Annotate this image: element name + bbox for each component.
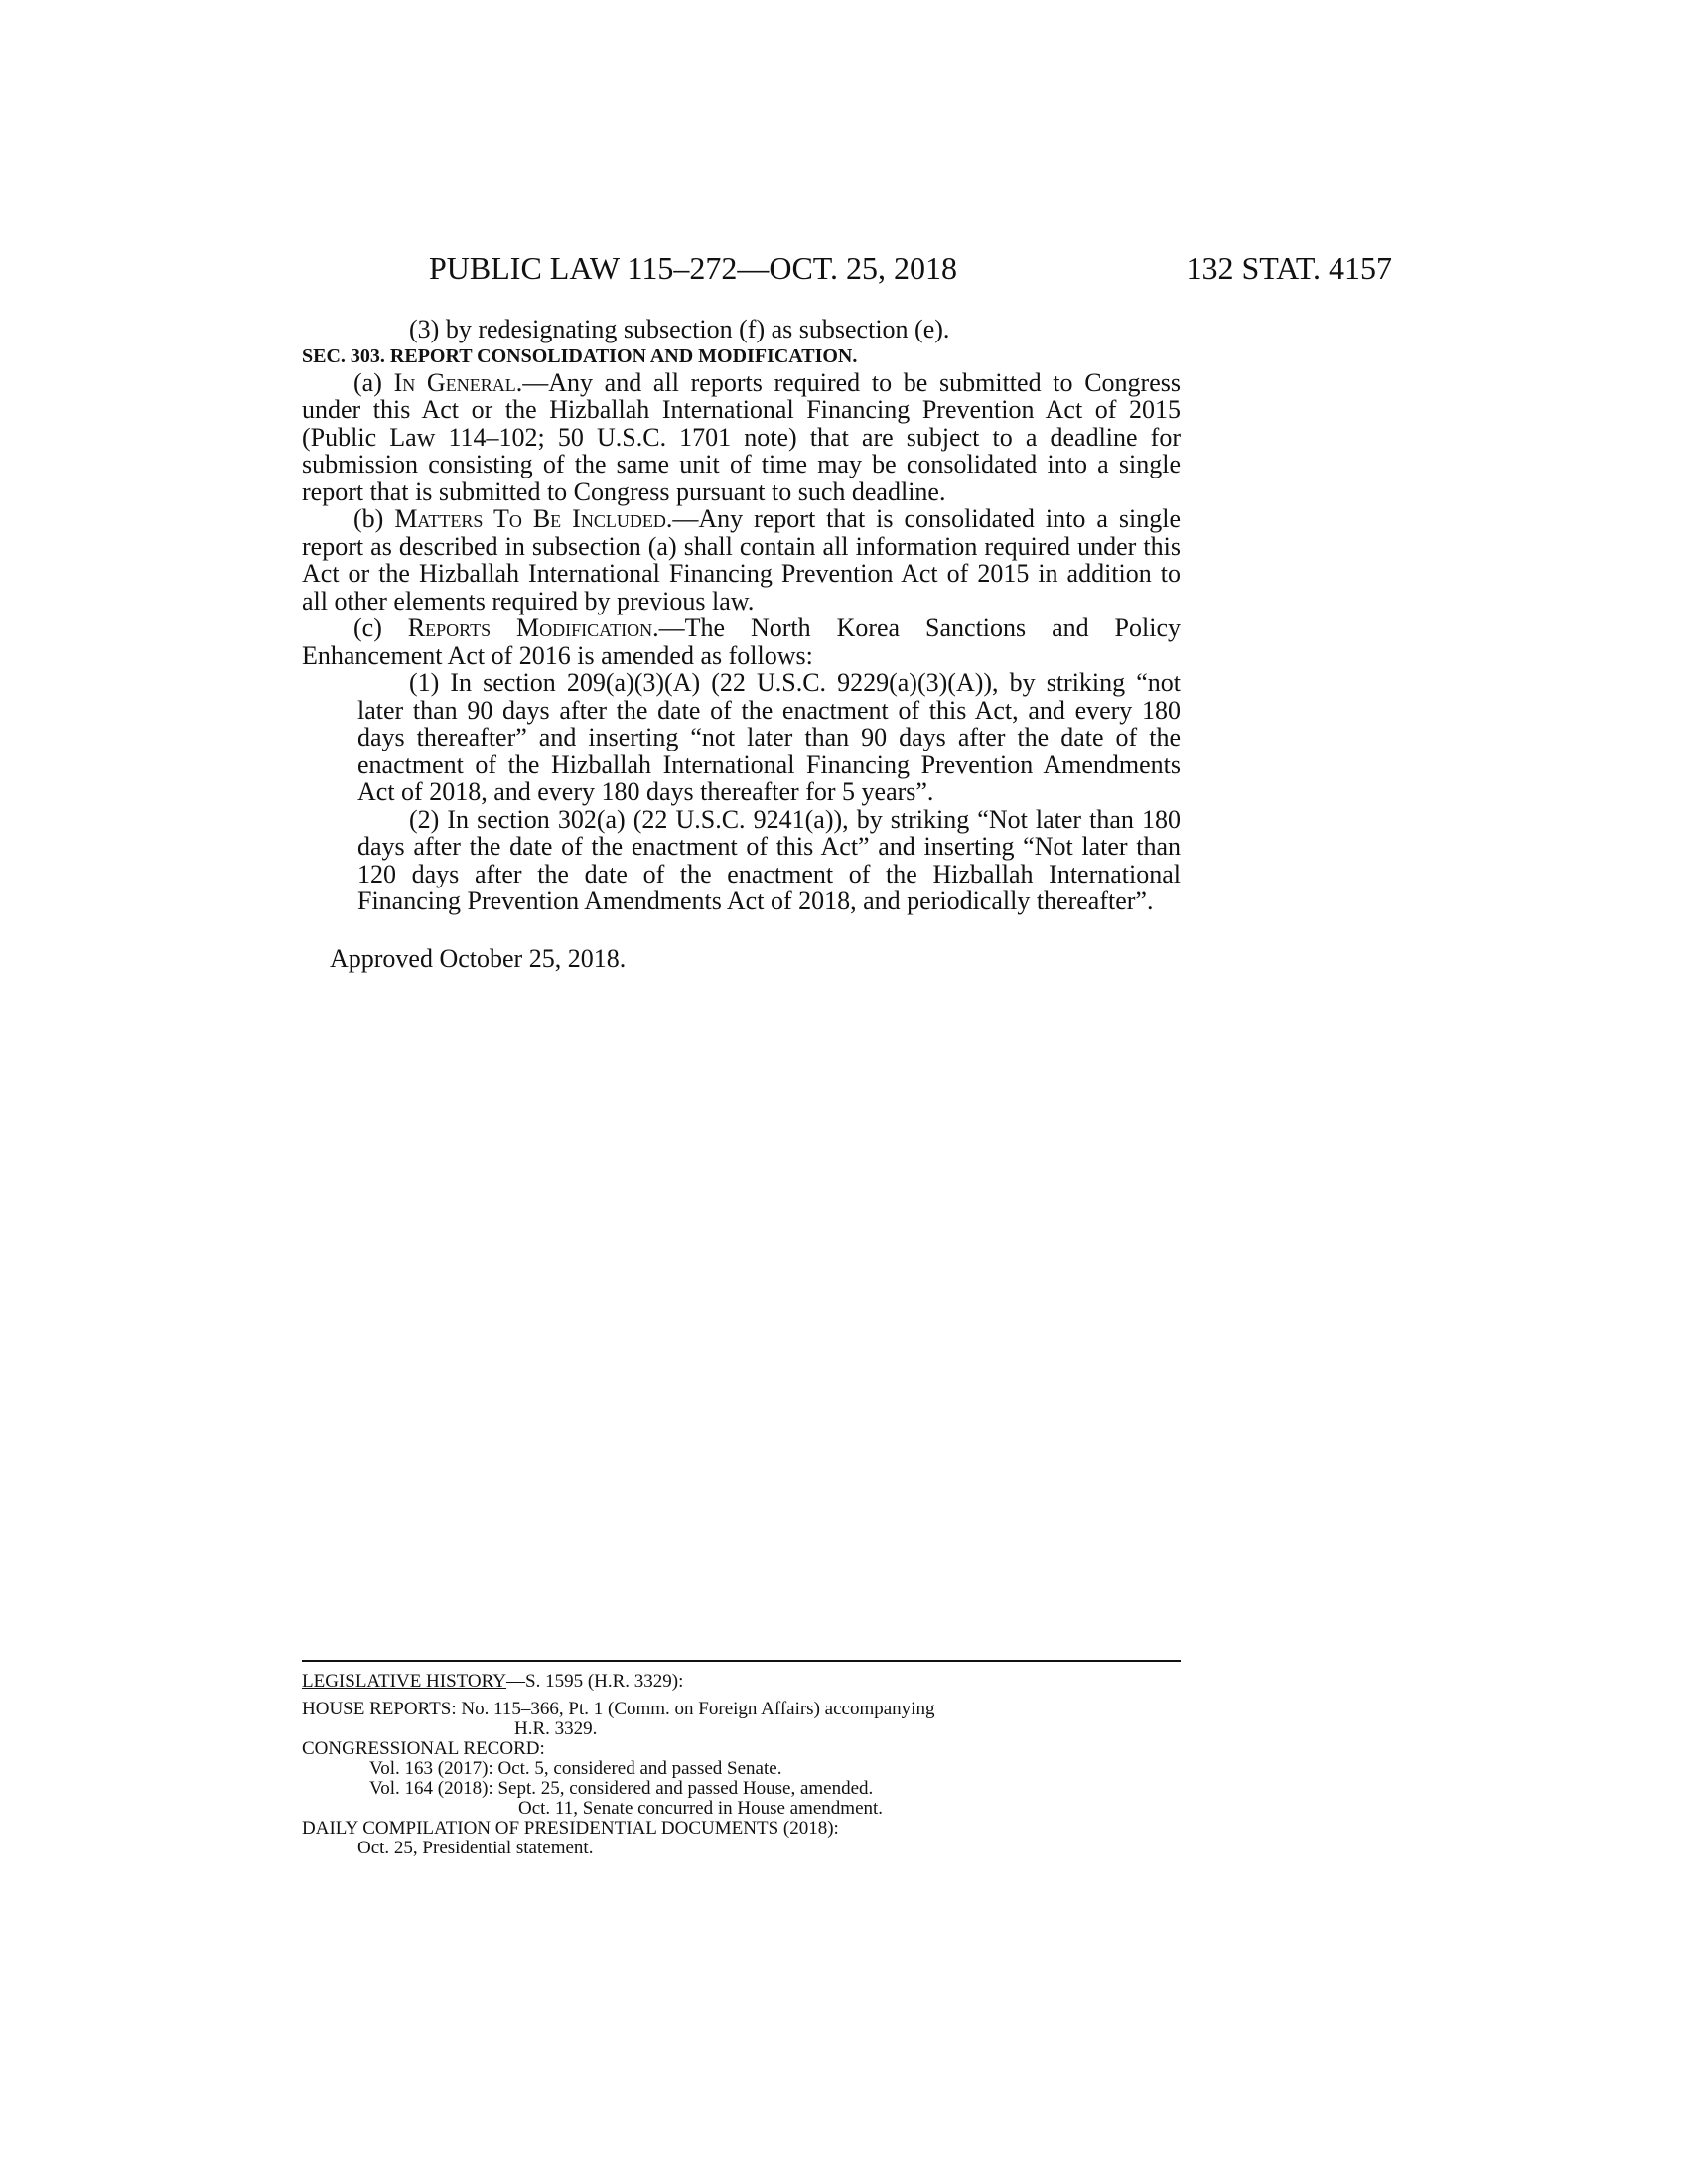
footnote-divider — [302, 1660, 1181, 1662]
subsection-a-label: (a) — [353, 367, 394, 397]
section-heading: SEC. 303. REPORT CONSOLIDATION AND MODIFICATION. — [302, 344, 858, 367]
subsection-a — [302, 369, 1181, 506]
running-head — [429, 248, 1392, 288]
house-reports-line: HOUSE REPORTS: No. 115–366, Pt. 1 (Comm. on Foreign Affairs) accompanying — [302, 1699, 935, 1719]
paragraph-3-redesignation: (3) by redesignating subsection (f) as subsection (e). — [409, 315, 950, 343]
record-vol-164-continuation: Oct. 11, Senate concurred in House amendment. — [518, 1798, 884, 1819]
subsection-b — [302, 505, 1181, 614]
approval-date: Approved October 25, 2018. — [330, 943, 627, 973]
document-body — [302, 316, 1181, 972]
subsection-b-label: (b) — [353, 504, 395, 533]
presidential-statement: Oct. 25, Presidential statement. — [357, 1838, 594, 1858]
daily-compilation-heading: DAILY COMPILATION OF PRESIDENTIAL DOCUMENTS (2018): — [302, 1818, 839, 1839]
subsection-a-heading: In General — [393, 367, 516, 397]
subsection-b-text: .—Any report that is consolidated into a single report as described in subsection (a) shall contain all information required under this Act or the Hizballah International Financing Prevention Act of 2015 in addition to all other elements required by previous law. — [302, 504, 1181, 615]
public-law-citation: PUBLIC LAW 115–272—OCT. 25, 2018 — [429, 250, 957, 286]
subsection-a-text: .—Any and all reports required to be submitted to Congress under this Act or the Hizballah International Financing Prevention Act of 2015 (Public Law 114–102; 50 U.S.C. 1701 note) that are subject to a deadline for submission consisting of the same unit of time may be consolidated into a single report that is submitted to Congress pursuant to such deadline. — [302, 367, 1181, 506]
legislative-history-title — [302, 1672, 1181, 1692]
subsection-c — [302, 614, 1181, 669]
subsection-c-text: .—The North Korea Sanctions and Policy Enhancement Act of 2016 is amended as follows: — [302, 614, 1181, 670]
statute-page-number: 132 STAT. 4157 — [1186, 250, 1392, 286]
record-vol-164: Vol. 164 (2018): Sept. 25, considered and passed House, amended. — [369, 1778, 874, 1799]
subsection-c-heading: Reports Modification — [407, 614, 653, 642]
paragraph-c2: (2) In section 302(a) (22 U.S.C. 9241(a)), by striking “Not later than 180 days after the date of the enactment of this Act” and inserting “Not later than 120 days after the date of the enactment of the Hizballah International Financing Prevention Amendments Act of 2018, and periodically thereafter”. — [357, 804, 1181, 915]
house-reports-continuation: H.R. 3329. — [514, 1718, 598, 1739]
legislative-history-label: LEGISLATIVE HISTORY — [302, 1671, 507, 1692]
record-vol-163: Vol. 163 (2017): Oct. 5, considered and passed Senate. — [369, 1758, 782, 1779]
subsection-b-heading: Matters To Be Included — [394, 504, 666, 533]
legislative-history — [302, 1660, 1181, 1858]
paragraph-c1: (1) In section 209(a)(3)(A) (22 U.S.C. 9229(a)(3)(A)), by striking “not later than 90 days after the date of the enactment of this Act, and every 180 days thereafter” and inserting “not later than 90 days after the date of the enactment of the Hizballah International Financing Prevention Amendments Act of 2018, and every 180 days thereafter for 5 years”. — [357, 668, 1181, 806]
congressional-record-heading: CONGRESSIONAL RECORD: — [302, 1738, 545, 1759]
subsection-c-label: (c) — [353, 614, 408, 642]
legislative-history-bill: —S. 1595 (H.R. 3329): — [506, 1671, 684, 1692]
